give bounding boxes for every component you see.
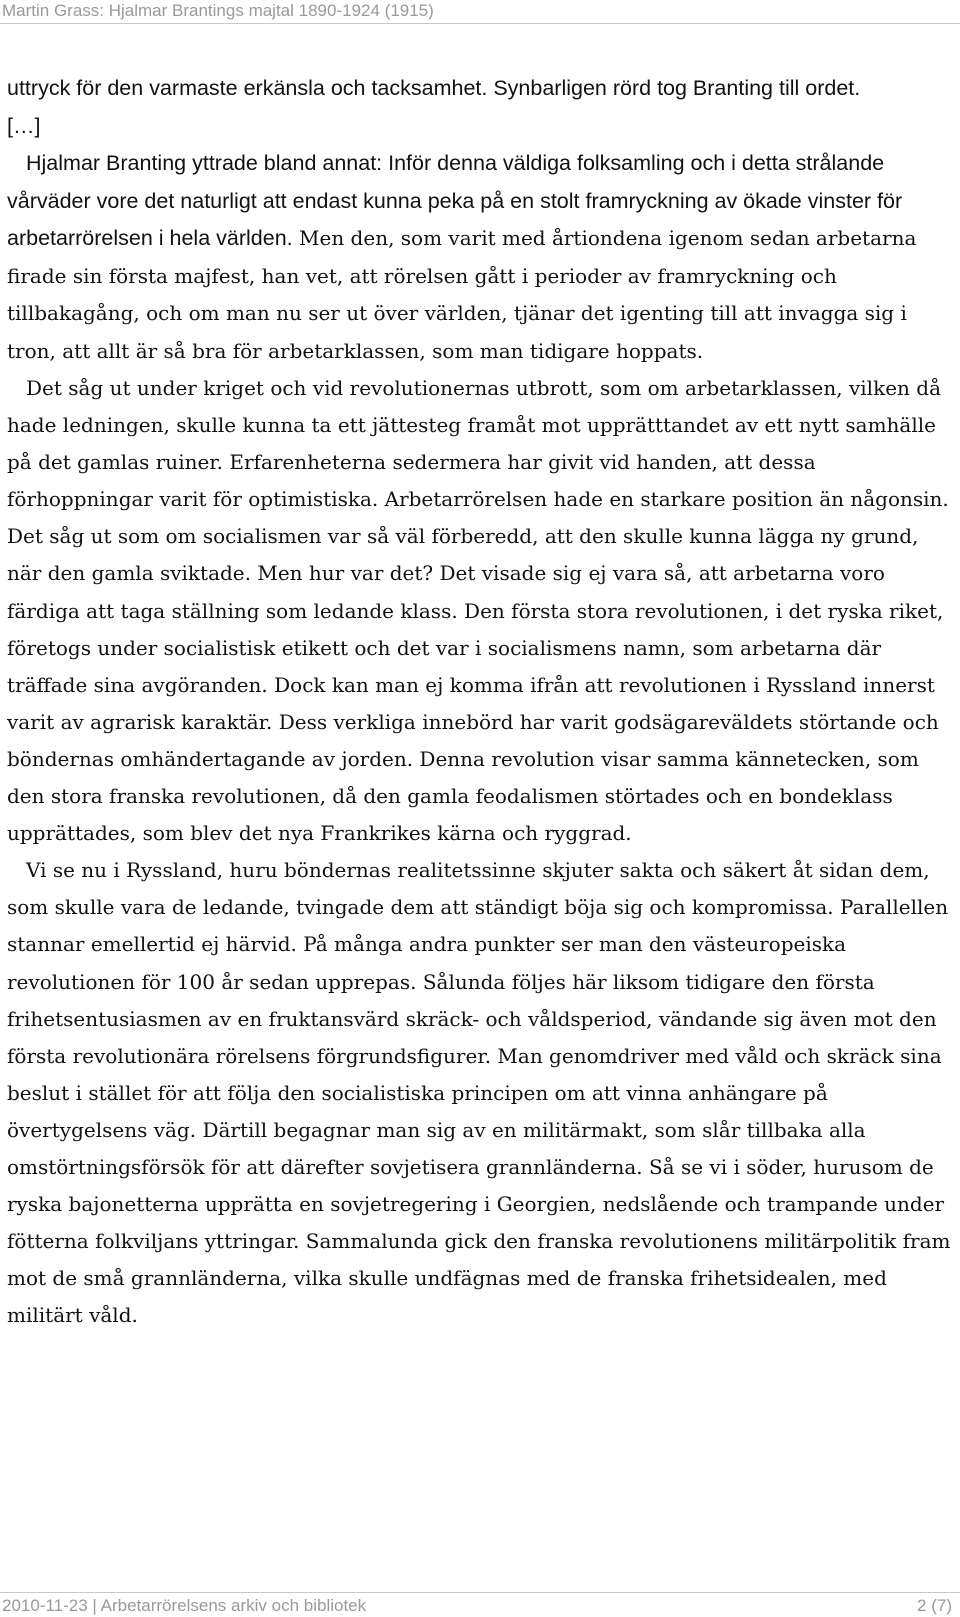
page-header bbox=[0, 0, 960, 24]
document-body bbox=[7, 70, 955, 1334]
paragraph-1-serif-part: Men den, som varit med årtiondena igenom sedan arbetarna firade sin första majfest, han vet, att rörelsen gått i perioder av framryckning och tillbakagång, och om man nu ser ut över världen, tjänar det igenting till att invagga sig i tron, att allt är så bra för arbetarklassen, som man tidigare hoppats. bbox=[7, 226, 917, 363]
paragraph-1 bbox=[7, 145, 955, 370]
footer-date-source: 2010-11-23 | Arbetarrörelsens arkiv och bibliotek bbox=[2, 1596, 367, 1615]
page-footer bbox=[0, 1592, 960, 1617]
paragraph-2: Det såg ut under kriget och vid revolutionernas utbrott, som om arbetarklassen, vilken då hade ledningen, skulle kunna ta ett jättesteg framåt mot upprätttandet av ett nytt samhälle på det gamlas ruiner. Erfarenheterna sedermera har givit vid handen, att dessa förhoppningar varit för optimistiska. Arbetarrörelsen hade en starkare position än någonsin. Det såg ut som om socialismen var så väl förberedd, att den skulle kunna lägga ny grund, när den gamla sviktade. Men hur var det? Det visade sig ej vara så, att arbetarna voro färdiga att taga ställning som ledande klass. Den första stora revolutionen, i det ryska riket, företogs under socialistisk etikett och det var i socialismens namn, som arbetarna där träffade sina avgöranden. Dock kan man ej komma ifrån att revolutionen i Ryssland innerst varit av agrarisk karaktär. Dess verkliga innebörd har varit godsägareväldets störtande och böndernas omhändertagande av jorden. Denna revolution visar samma kännetecken, som den stora franska revolutionen, då den gamla feodalismen störtades och en bondeklass upprättades, som blev det nya Frankrikes kärna och ryggrad. bbox=[7, 376, 949, 846]
ellipsis-marker: […] bbox=[7, 113, 41, 138]
paragraph-1-sans-part: Hjalmar Branting yttrade bland annat: Inför denna väldiga folksamling och i detta strålande vårväder vore det naturligt att endast kunna peka på en stolt framryckning av ökade vinster för arbetarrörelsen i hela världen. bbox=[7, 151, 903, 250]
footer-page-number: 2 (7) bbox=[917, 1596, 952, 1615]
page-header-title: Martin Grass: Hjalmar Brantings majtal 1890-1924 (1915) bbox=[2, 1, 434, 20]
intro-line: uttryck för den varmaste erkänsla och tacksamhet. Synbarligen rörd tog Branting till ordet. bbox=[7, 76, 861, 100]
paragraph-3: Vi se nu i Ryssland, huru böndernas realitetssinne skjuter sakta och säkert åt sidan dem, som skulle vara de ledande, tvingade dem att ständigt böja sig och kompromissa. Parallellen stannar emellertid ej härvid. På många andra punkter ser man den västeuropeiska revolutionen för 100 år sedan upprepas. Sålunda följes här liksom tidigare den första frihetsentusiasmen av en fruktansvärd skräck- och våldsperiod, vändande sig även mot den första revolutionära rörelsens förgrundsfigurer. Man genomdriver med våld och skräck sina beslut i stället för att följa den socialistiska principen om att vinna anhängare på övertygelsens väg. Därtill begagnar man sig av en militärmakt, som slår tillbaka alla omstörtningsförsök för att därefter sovjetisera grannländerna. Så se vi i söder, hurusom de ryska bajonetterna upprätta en sovjetregering i Georgien, nedslående och trampande under fötterna folkviljans yttringar. Sammalunda gick den franska revolutionens militärpolitik fram mot de små grannländerna, vilka skulle undfägnas med de franska frihetsidealen, med militärt våld. bbox=[7, 858, 951, 1328]
